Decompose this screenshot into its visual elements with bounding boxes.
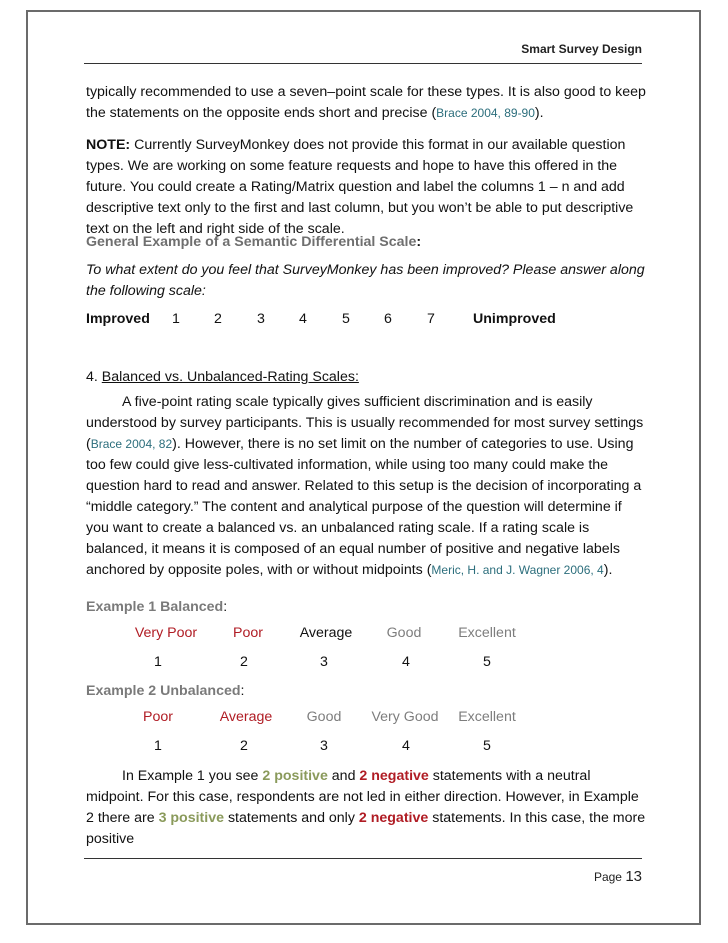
citation-brace-89-90[interactable]: Brace 2004, 89-90 xyxy=(436,106,535,120)
example-1-labels xyxy=(86,625,646,645)
scale-number: 4 xyxy=(402,738,410,754)
example-2-labels xyxy=(86,709,646,729)
scale-label: Excellent xyxy=(458,625,516,641)
scale-number: 3 xyxy=(320,654,328,670)
scale-label: Very Good xyxy=(371,709,439,725)
scale-number: 4 xyxy=(402,654,410,670)
example-2-heading: Example 2 Unbalanced: xyxy=(86,683,245,699)
scale-number: 5 xyxy=(342,311,350,327)
section-4-heading: 4. Balanced vs. Unbalanced-Rating Scales: xyxy=(86,369,359,385)
example-1-heading: Example 1 Balanced: xyxy=(86,599,228,615)
semantic-scale-row xyxy=(86,311,646,331)
scale-label: Good xyxy=(306,709,342,725)
scale-label: Average xyxy=(299,625,353,641)
scale-number: 2 xyxy=(240,654,248,670)
scale-number: 2 xyxy=(214,311,222,327)
note-label: NOTE: xyxy=(86,137,131,153)
scale-number: 4 xyxy=(299,311,307,327)
scale-label: Poor xyxy=(233,625,263,641)
scale-number: 1 xyxy=(154,654,162,670)
semantic-heading: General Example of a Semantic Differential Scale: xyxy=(86,234,422,250)
scale-label: Good xyxy=(386,625,422,641)
scale-label: Very Poor xyxy=(134,625,198,641)
scale-number: 2 xyxy=(240,738,248,754)
scale-number: 7 xyxy=(427,311,435,327)
note-paragraph: NOTE: Currently SurveyMonkey does not provide this format in our available question types. We are working on some feature requests and hope to have this offered in the future. You could create a Rating/Matrix question and label the columns 1 – n and add descriptive text only to the first and last column, but you won’t be able to put descriptive text on the left and right side of the scale. xyxy=(86,137,634,237)
scale-number: 5 xyxy=(483,654,491,670)
scale-label: Poor xyxy=(143,709,173,725)
scale-number: 5 xyxy=(483,738,491,754)
closing-paragraph: In Example 1 you see 2 positive and 2 negative statements with a neutral midpoint. For this case, respondents are not led in either direction. However, in Example 2 there are 3 positive statements and only 2 negative statements. In this case, the more positive xyxy=(86,768,646,847)
example-1-numbers xyxy=(86,654,646,674)
scale-number: 3 xyxy=(320,738,328,754)
scale-number: 3 xyxy=(257,311,265,327)
semantic-question: To what extent do you feel that SurveyMonkey has been improved? Please answer along the following scale: xyxy=(86,262,645,299)
scale-number: 1 xyxy=(172,311,180,327)
running-header: Smart Survey Design xyxy=(521,42,642,56)
scale-number: 1 xyxy=(154,738,162,754)
header-rule xyxy=(84,63,642,64)
page-number: Page 13 xyxy=(593,868,642,885)
scale-right-label: Unimproved xyxy=(473,311,556,327)
paragraph-seven-point: typically recommended to use a seven–point scale for these types. It is also good to keep the statements on the opposite ends short and precise (Brace 2004, 89-90). xyxy=(86,84,646,121)
citation-meric-wagner[interactable]: Meric, H. and J. Wagner 2006, 4 xyxy=(431,563,604,577)
scale-label: Excellent xyxy=(458,709,516,725)
citation-brace-82[interactable]: Brace 2004, 82 xyxy=(90,437,173,451)
footer-rule xyxy=(84,858,642,859)
scale-number: 6 xyxy=(384,311,392,327)
example-2-numbers xyxy=(86,738,646,758)
scale-label: Average xyxy=(219,709,273,725)
scale-left-label: Improved xyxy=(86,311,150,327)
section-4-body: A five-point rating scale typically gives sufficient discrimination and is easily understood by survey participants. This is usually recommended for most survey settings (Brace 2004, 82). However, there is no set limit on the number of categories to use. Using too few could give less-cultivated information, while using too many could make the question hard to read and answer. Related to this setup is the decision of incorporating a “middle category.” The content and analytical purpose of the question will determine if you want to create a balanced vs. an unbalanced rating scale. If a rating scale is balanced, it means it is composed of an equal number of positive and negative labels anchored by opposite poles, with or without midpoints (Meric, H. and J. Wagner 2006, 4). xyxy=(86,394,644,578)
